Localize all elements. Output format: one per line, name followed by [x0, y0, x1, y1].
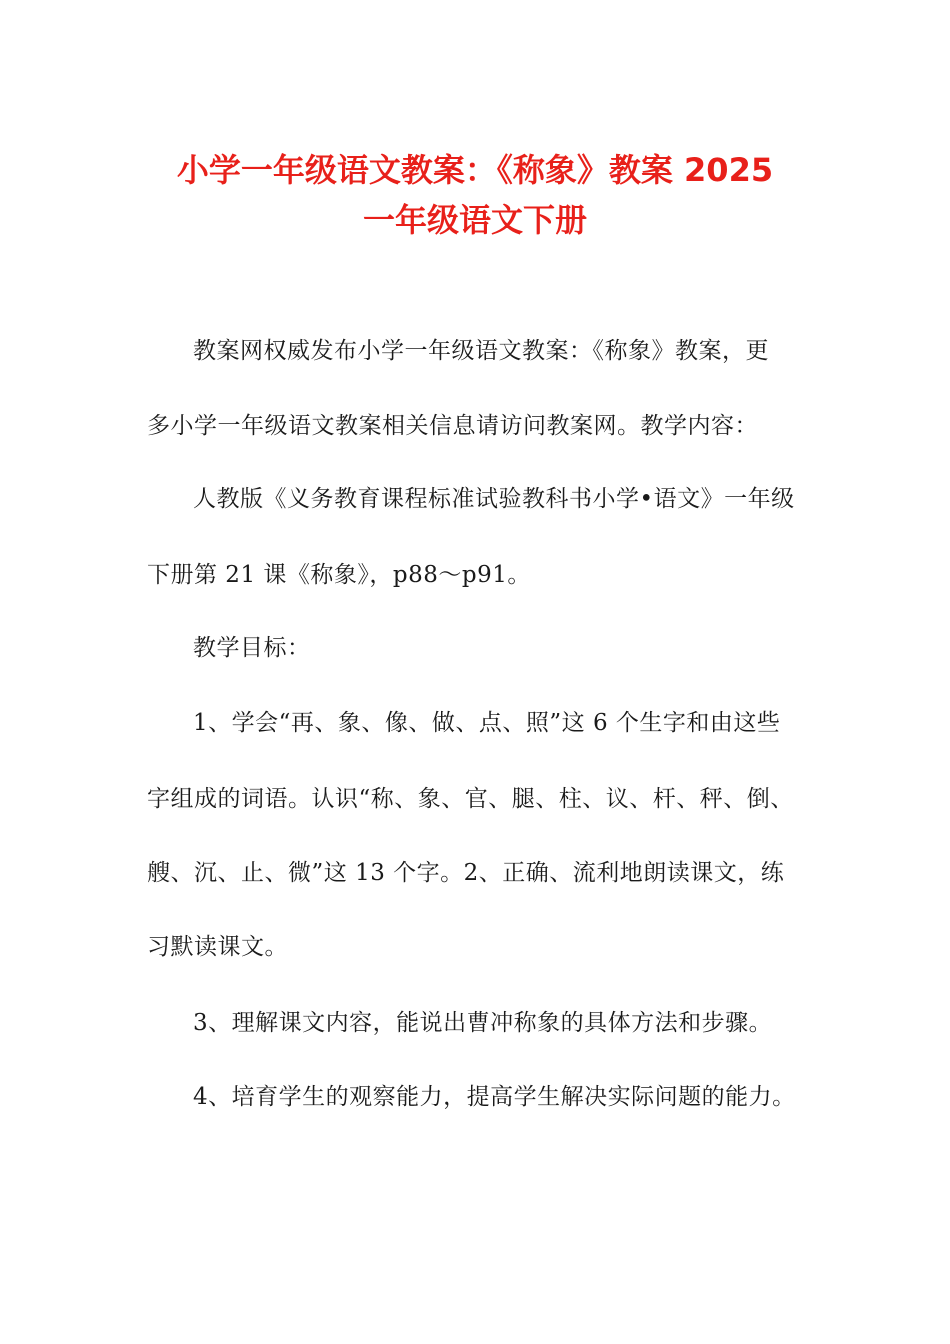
document-title-line-2: 一年级语文下册: [362, 201, 587, 239]
document-title-line-1: 小学一年级语文教案：《称象》教案 2025: [176, 151, 774, 189]
section-heading-goals: 教学目标：: [193, 635, 311, 661]
goal-1-line-1: 1、学会“再、象、像、做、点、照”这 6 个生字和由这些: [193, 710, 781, 736]
paragraph-intro-line-2: 多小学一年级语文教案相关信息请访问教案网。教学内容：: [147, 413, 758, 439]
paragraph-content-line-1: 人教版《义务教育课程标准试验教科书小学•语文》一年级: [193, 486, 795, 512]
goal-4: 4、培育学生的观察能力，提高学生解决实际问题的能力。: [193, 1084, 796, 1110]
paragraph-intro-line-1: 教案网权威发布小学一年级语文教案：《称象》教案，更: [193, 338, 769, 364]
goal-1-line-3: 艘、沉、止、微”这 13 个字。2、正确、流利地朗读课文，练: [147, 860, 785, 886]
paragraph-content-line-2: 下册第 21 课《称象》，p88～p91。: [147, 562, 531, 588]
goal-1-line-2: 字组成的词语。认识“称、象、官、腿、柱、议、杆、秤、倒、: [147, 786, 794, 812]
goal-2-line-2: 习默读课文。: [147, 934, 288, 960]
goal-3: 3、理解课文内容，能说出曹冲称象的具体方法和步骤。: [193, 1010, 773, 1036]
